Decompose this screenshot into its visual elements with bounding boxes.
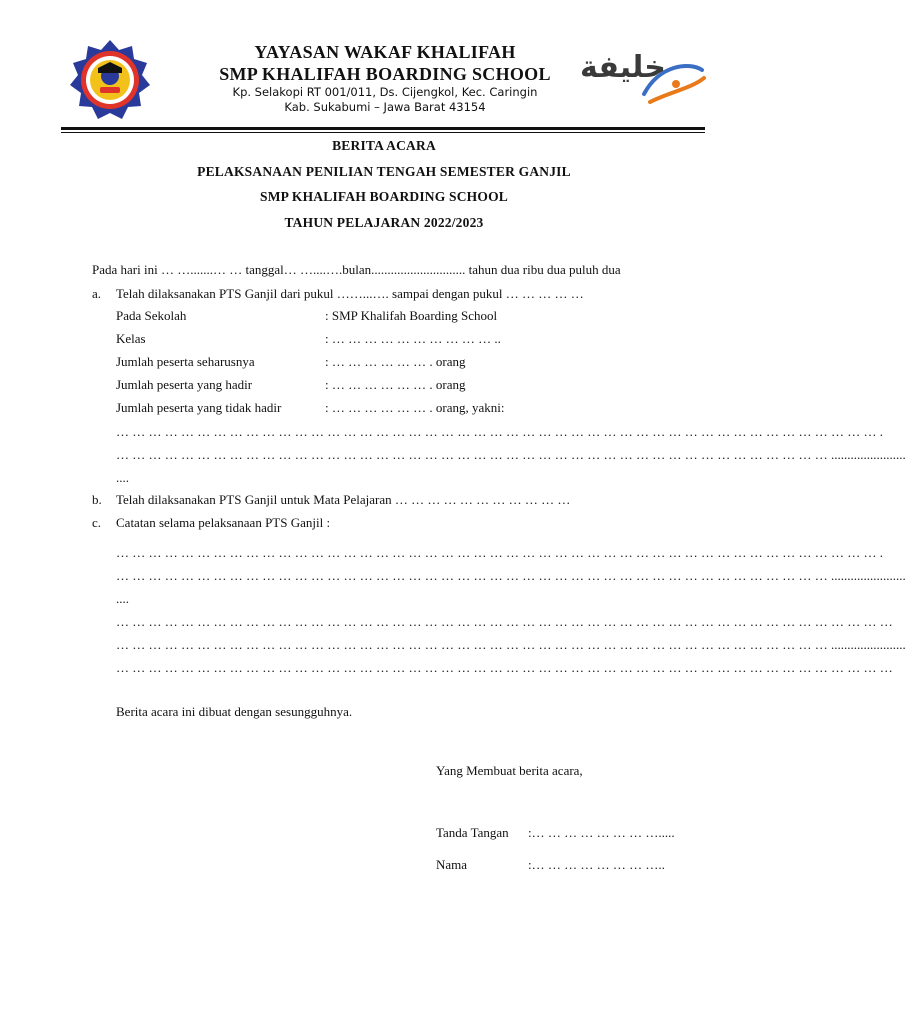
header-rule-thick	[61, 127, 705, 130]
address-line-2: Kab. Sukabumi – Jawa Barat 43154	[284, 100, 486, 114]
khalifah-logo-text: خليفة	[580, 50, 666, 85]
notes-dots-line-5: … … … … … … … … … … … … … … … … … … … … … … … … … … … … … … … … … … … … … … … … … … … … .......................	[116, 637, 906, 652]
item-a-marker: a.	[92, 286, 102, 301]
name-value: :… … … … … … … …..	[528, 857, 665, 872]
doc-year: TAHUN PELAJARAN 2022/2023	[284, 215, 484, 230]
notes-dots-line-2: … … … … … … … … … … … … … … … … … … … … … … … … … … … … … … … … … … … … … … … … … … … … .......................	[116, 568, 906, 583]
field-label-hadir: Jumlah peserta yang hadir	[116, 377, 253, 392]
khalifah-logo	[580, 44, 706, 108]
field-value-hadir: : … … … … … … . orang	[325, 377, 466, 392]
item-b-text: Telah dilaksanakan PTS Ganjil untuk Mata Pelajaran … … … … … … … … … … …	[116, 492, 571, 507]
signature-label: Tanda Tangan	[436, 825, 509, 840]
school-name: SMP KHALIFAH BOARDING SCHOOL	[219, 64, 551, 84]
intro-line: Pada hari ini … ….......… … tanggal… …....….bulan............................. tahun dua ribu dua puluh dua	[92, 262, 621, 277]
field-value-tidak-hadir: : … … … … … … . orang, yakni:	[325, 400, 505, 415]
notes-dots-line-1: … … … … … … … … … … … … … … … … … … … … … … … … … … … … … … … … … … … … … … … … … … … … … … … .	[116, 545, 883, 560]
signature-heading: Yang Membuat berita acara,	[436, 763, 583, 778]
doc-subtitle: PELAKSANAAN PENILIAN TENGAH SEMESTER GANJIL	[197, 164, 571, 179]
address-line-1: Kp. Selakopi RT 001/011, Ds. Cijengkol, Kec. Caringin	[232, 85, 538, 99]
doc-title: BERITA ACARA	[332, 138, 436, 153]
item-a-text: Telah dilaksanakan PTS Ganjil dari pukul ……...…. sampai dengan pukul … … … … …	[116, 286, 584, 301]
absent-dots-line-3: ....	[116, 470, 129, 485]
foundation-name: YAYASAN WAKAF KHALIFAH	[254, 42, 516, 62]
signature-value: :… … … … … … … ….....	[528, 825, 675, 840]
school-seal-logo	[68, 38, 152, 122]
absent-dots-line-1: … … … … … … … … … … … … … … … … … … … … … … … … … … … … … … … … … … … … … … … … … … … … … … … .	[116, 424, 883, 439]
field-label-sekolah: Pada Sekolah	[116, 308, 187, 323]
field-value-kelas: : … … … … … … … … … … ..	[325, 331, 501, 346]
item-b-marker: b.	[92, 492, 102, 507]
field-label-tidak-hadir: Jumlah peserta yang tidak hadir	[116, 400, 282, 415]
notes-dots-line-6: … … … … … … … … … … … … … … … … … … … … … … … … … … … … … … … … … … … … … … … … … … … … … … … …	[116, 660, 893, 675]
field-label-seharusnya: Jumlah peserta seharusnya	[116, 354, 255, 369]
closing-statement: Berita acara ini dibuat dengan sesungguhnya.	[116, 704, 353, 719]
item-c-text: Catatan selama pelaksanaan PTS Ganjil :	[116, 515, 331, 530]
notes-dots-line-3: ....	[116, 591, 129, 606]
header-rule-thin	[61, 132, 705, 133]
field-value-sekolah: : SMP Khalifah Boarding School	[325, 308, 498, 323]
field-value-seharusnya: : … … … … … … . orang	[325, 354, 466, 369]
doc-school: SMP KHALIFAH BOARDING SCHOOL	[259, 189, 508, 204]
absent-dots-line-2: … … … … … … … … … … … … … … … … … … … … … … … … … … … … … … … … … … … … … … … … … … … … .......................	[116, 447, 906, 462]
field-label-kelas: Kelas	[116, 331, 146, 346]
notes-dots-line-4: … … … … … … … … … … … … … … … … … … … … … … … … … … … … … … … … … … … … … … … … … … … … … … … …	[116, 614, 893, 629]
name-label: Nama	[436, 857, 468, 872]
item-c-marker: c.	[92, 515, 102, 530]
